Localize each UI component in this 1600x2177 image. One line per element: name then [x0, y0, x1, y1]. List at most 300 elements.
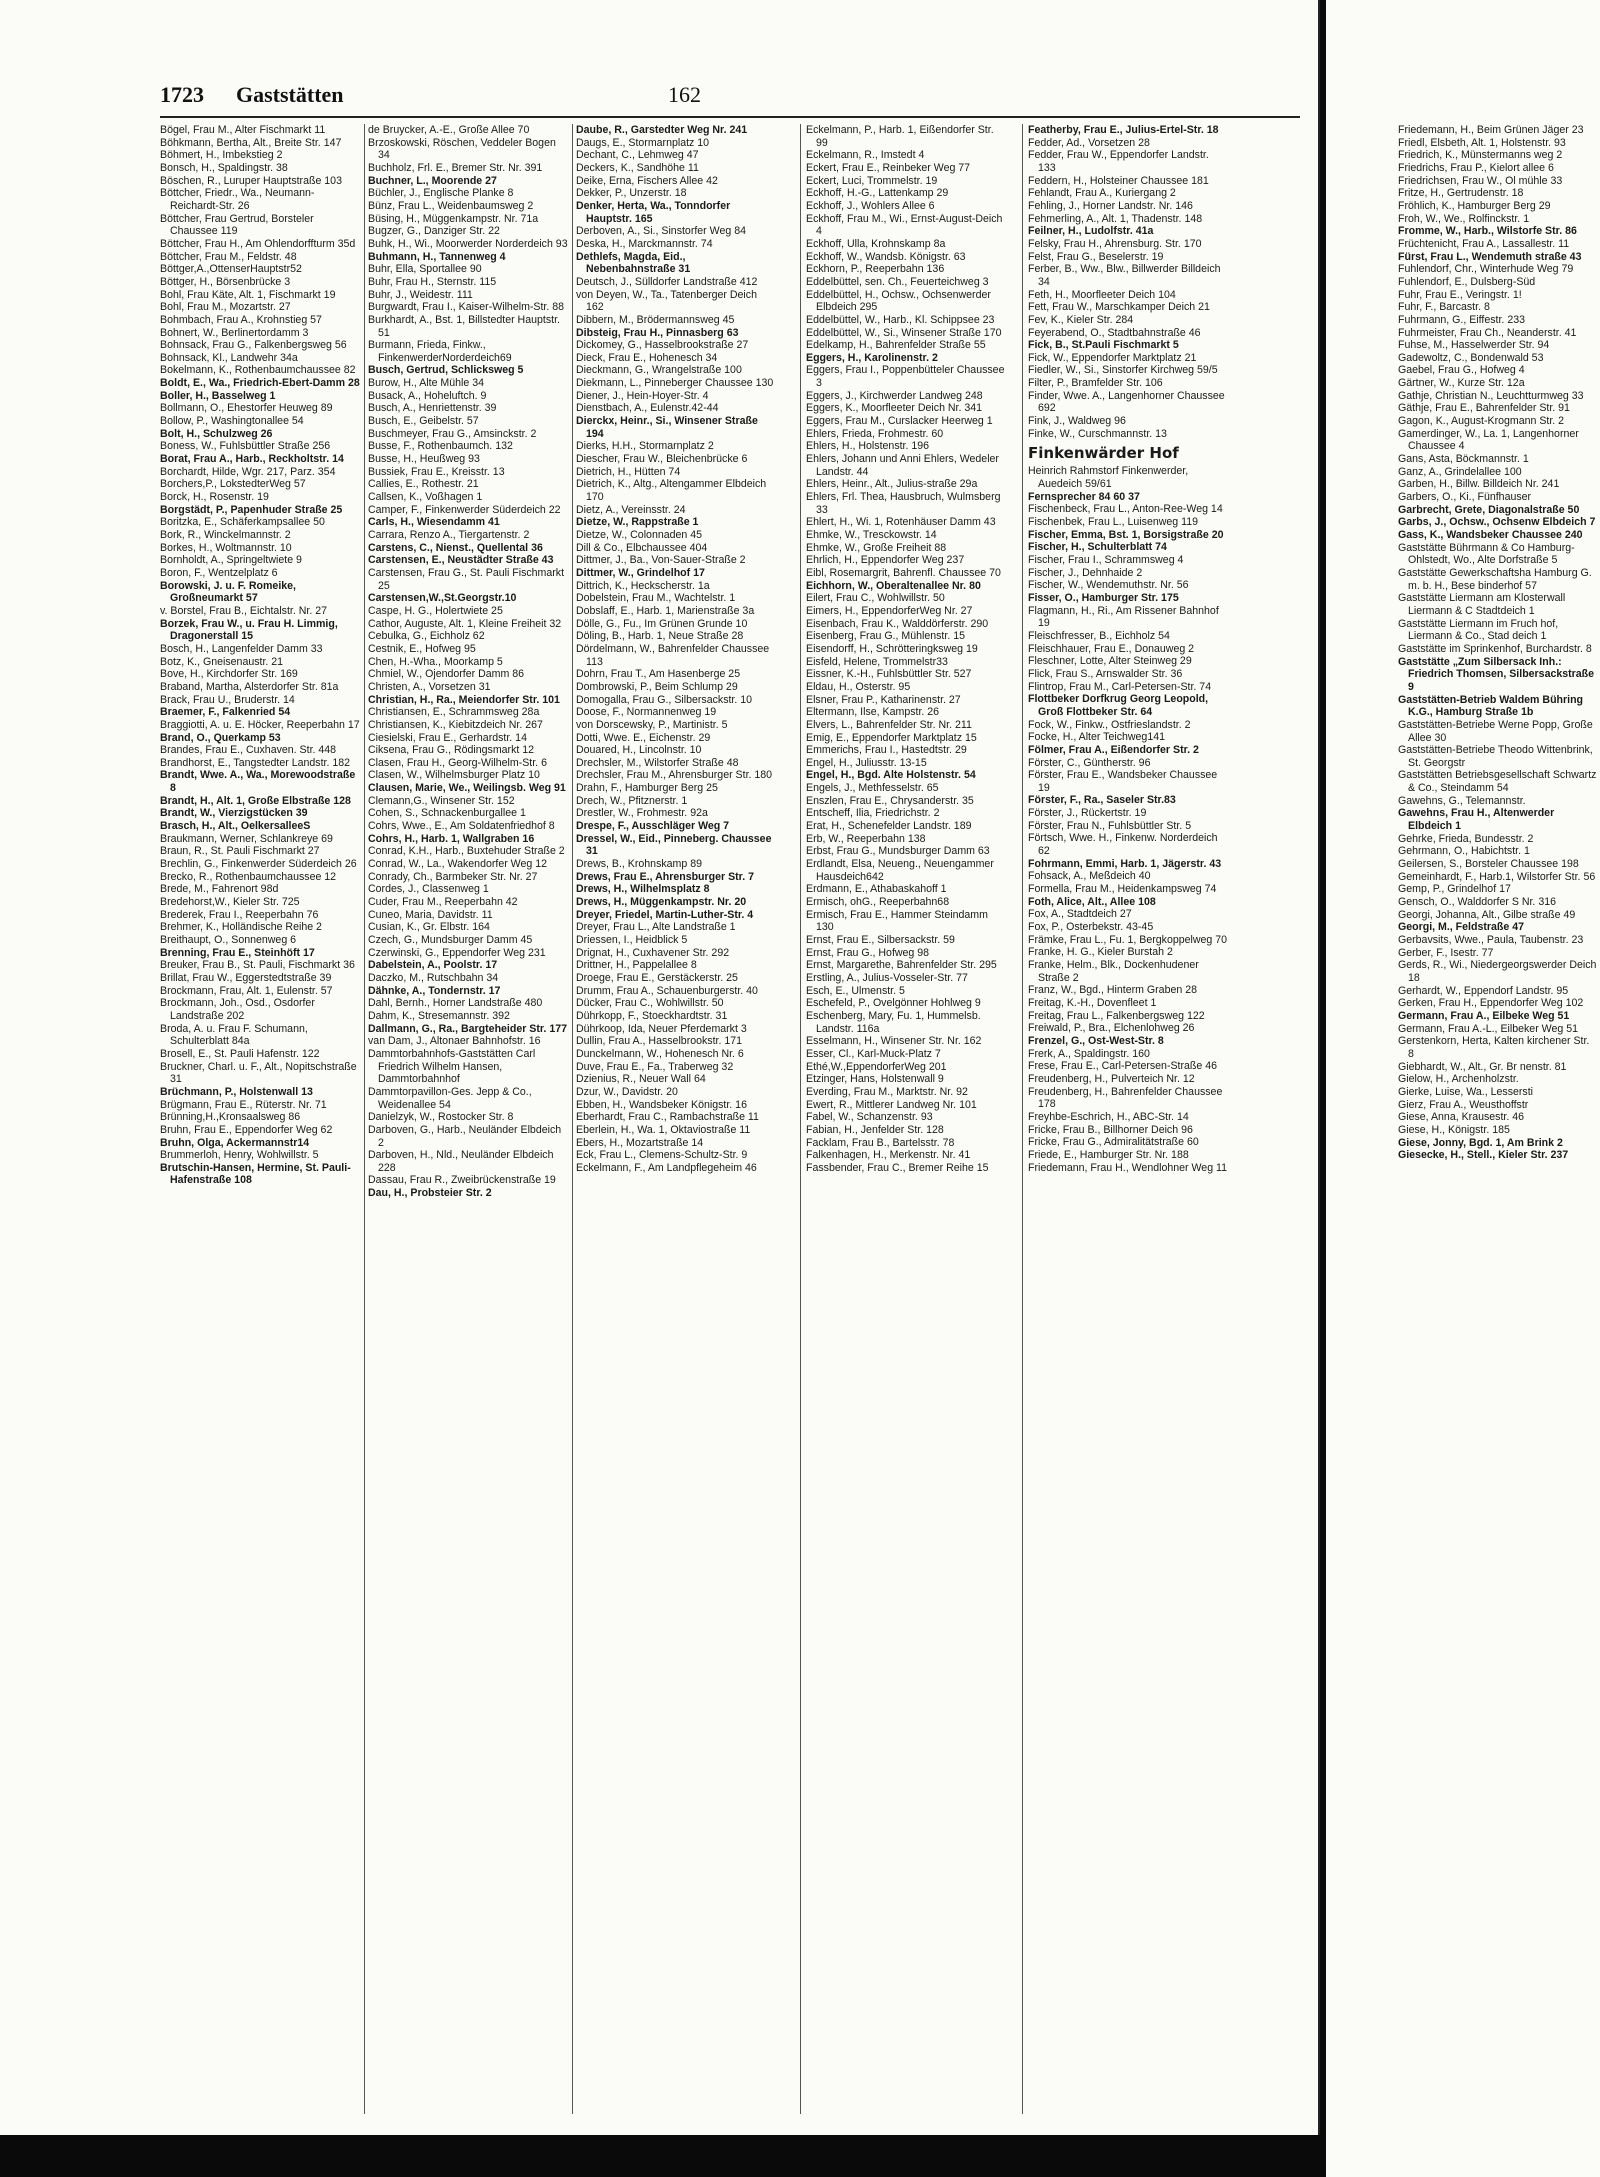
directory-entry: Busch, A., Henriettenstr. 39 — [368, 402, 497, 415]
directory-entry: Ehrlich, H., Eppendorfer Weg 237 — [806, 554, 965, 567]
directory-entry: Featherby, Frau E., Julius-Ertel-Str. 18 — [1028, 124, 1219, 136]
directory-entry: Fedder, Frau W., Eppendorfer Landstr. 133 — [1028, 149, 1209, 174]
directory-entry: Brack, Frau U., Bruderstr. 14 — [160, 693, 295, 706]
directory-entry: Dührkoop, Ida, Neuer Pferdemarkt 3 — [576, 1022, 747, 1035]
directory-entry: Giese, Jonny, Bgd. 1, Am Brink 2 — [1398, 1136, 1563, 1149]
directory-entry: Bollmann, O., Ehestorfer Heuweg 89 — [160, 402, 333, 415]
directory-entry: Büsing, H., Müggenkampstr. Nr. 71a — [368, 212, 539, 225]
directory-entry: Droege, Frau E., Gerstäckerstr. 25 — [576, 971, 738, 984]
directory-entry: Friedl, Elsbeth, Alt. 1, Holstenstr. 93 — [1398, 136, 1566, 149]
directory-entry: Eckhoff, Ulla, Krohnskamp 8a — [806, 237, 946, 250]
directory-entry: Eisendorff, H., Schrötteringksweg 19 — [806, 642, 978, 655]
directory-entry: Brockmann, Joh., Osd., Osdorfer Landstraße 202 — [160, 997, 315, 1022]
directory-entry: Gemeinhardt, F., Harb.1, Wilstorfer Str. 56 — [1398, 870, 1596, 883]
directory-entry: Christiansen, E., Schrammsweg 28a — [368, 706, 540, 719]
directory-entry: Bokelmann, K., Rothenbaumchaussee 82 — [160, 364, 356, 377]
directory-entry: Boron, F., Wentzelplatz 6 — [160, 566, 278, 579]
directory-entry: Bohmbach, Frau A., Krohnstieg 57 — [160, 313, 322, 326]
directory-entry: Fricke, Frau B., Billhorner Deich 96 — [1028, 1123, 1193, 1136]
directory-entry: Fox, A., Stadtdeich 27 — [1028, 908, 1132, 921]
directory-column-2 — [368, 124, 568, 2114]
directory-column-1 — [160, 124, 360, 2114]
directory-entry: Braband, Martha, Alsterdorfer Str. 81a — [160, 680, 339, 693]
directory-entry: Dammtorpavillon-Ges. Jepp & Co., Weidenallee 54 — [368, 1085, 532, 1111]
directory-entry: Bohl, Frau M., Mozartstr. 27 — [160, 301, 291, 314]
directory-entry: Drespe, F., Ausschläger Weg 7 — [576, 820, 730, 833]
directory-entry: Förster, Frau E., Wandsbeker Chaussee 19 — [1028, 769, 1218, 794]
directory-entry: Förster, F., Ra., Saseler Str.83 — [1028, 794, 1176, 807]
directory-entry: Felst, Frau G., Beselerstr. 19 — [1028, 250, 1164, 263]
directory-entry: Carrara, Renzo A., Tiergartenstr. 2 — [368, 529, 530, 541]
directory-entry: Cathor, Auguste, Alt. 1, Kleine Freiheit 32 — [368, 617, 562, 630]
directory-entry: Georgi, M., Feldstraße 47 — [1398, 921, 1524, 934]
directory-entry: Fehlandt, Frau A., Kuriergang 2 — [1028, 187, 1176, 200]
directory-entry: Gaststätte Liermann im Fruch hof, Liermann & Co., Stad deich 1 — [1398, 617, 1559, 643]
directory-entry: Fisser, O., Hamburger Str. 175 — [1028, 591, 1179, 604]
directory-entry: Edelkamp, H., Bahrenfelder Straße 55 — [806, 339, 986, 352]
directory-entry: Eck, Frau L., Clemens-Schultz-Str. 9 — [576, 1149, 748, 1162]
directory-entry: Gaebel, Frau G., Hofweg 4 — [1398, 364, 1525, 377]
directory-entry: Fick, B., St.Pauli Fischmarkt 5 — [1028, 339, 1179, 352]
directory-entry: Eckelmann, P., Harb. 1, Eißendorfer Str. 99 — [806, 124, 994, 149]
directory-entry: Deckers, K., Sandhöhe 11 — [576, 161, 699, 174]
directory-entry: Germann, Frau A.-L., Eilbeker Weg 51 — [1398, 1022, 1578, 1035]
directory-entry: Dietrich, K., Altg., Altengammer Elbdeich 170 — [576, 478, 767, 504]
directory-entry: Eisfeld, Helene, Trommelstr33 — [806, 655, 948, 668]
directory-entry: Borgstädt, P., Papenhuder Straße 25 — [160, 503, 343, 516]
directory-entry: Ethé,W.,EppendorferWeg 201 — [806, 1060, 947, 1073]
directory-entry: Brechlin, G., Finkenwerder Süderdeich 26 — [160, 858, 357, 871]
directory-entry: Feddern, H., Holsteiner Chaussee 181 — [1028, 174, 1209, 187]
directory-entry: Bögel, Frau M., Alter Fischmarkt 11 — [160, 124, 326, 136]
directory-entry: Focke, H., Alter Teichweg141 — [1028, 731, 1166, 744]
directory-entry: Fröhlich, K., Hamburger Berg 29 — [1398, 199, 1551, 212]
directory-entry: Böhkmann, Bertha, Alt., Breite Str. 147 — [160, 136, 342, 149]
directory-entry: Foth, Alice, Alt., Allee 108 — [1028, 895, 1156, 908]
directory-entry: Främke, Frau L., Fu. 1, Bergkoppelweg 70 — [1028, 933, 1228, 946]
directory-entry: Busch, Gertrud, Schlicksweg 5 — [368, 364, 524, 377]
directory-entry: Caspe, H. G., Holertwiete 25 — [368, 604, 503, 617]
directory-entry: Buhr, J., Weidestr. 111 — [368, 288, 473, 301]
directory-entry: Douared, H., Lincolnstr. 10 — [576, 744, 702, 757]
directory-entry: Eschefeld, P., Ovelgönner Hohlweg 9 — [806, 997, 981, 1010]
directory-entry: Bonsch, H., Spaldingstr. 38 — [160, 161, 288, 174]
directory-entry: Eddelbüttel, sen. Ch., Feuerteichweg 3 — [806, 275, 989, 288]
directory-entry: Dittmer, W., Grindelhof 17 — [576, 566, 705, 579]
directory-entry: Ciesielski, Frau E., Gerhardstr. 14 — [368, 731, 527, 744]
directory-entry: Eichhorn, W., Oberaltenallee Nr. 80 — [806, 579, 981, 592]
directory-entry: Fock, W., Finkw., Ostfrieslandstr. 2 — [1028, 718, 1191, 731]
directory-column-4 — [806, 124, 1006, 2114]
directory-entry: Borck, H., Rosenstr. 19 — [160, 491, 269, 504]
directory-entry: Förtsch, Wwe. H., Finkenw. Norderdeich 62 — [1028, 832, 1218, 858]
directory-entry: Gerds, R., Wi., Niedergeorgswerder Deich 18 — [1398, 959, 1597, 984]
directory-entry: Eggers, H., Karolinenstr. 2 — [806, 351, 938, 364]
directory-entry: Callsen, K., Voßhagen 1 — [368, 491, 483, 504]
directory-entry: Giebhardt, W., Alt., Gr. Br nenstr. 81 — [1398, 1060, 1567, 1073]
directory-entry: Brecko, R., Rothenbaumchaussee 12 — [160, 870, 337, 883]
directory-entry: Ebers, H., Mozartstraße 14 — [576, 1136, 704, 1149]
directory-entry: Gamerdinger, W., La. 1, Langenhorner Chaussee 4 — [1398, 427, 1579, 453]
directory-entry: Bollow, P., Washingtonallee 54 — [160, 415, 304, 428]
directory-entry: Ernst, Margarethe, Bahrenfelder Str. 295 — [806, 959, 997, 972]
directory-entry: Eckhoff, H.-G., Lattenkamp 29 — [806, 187, 949, 200]
directory-entry: Flagmann, H., Ri., Am Rissener Bahnhof 19 — [1028, 604, 1219, 630]
directory-entry: Burow, H., Alte Mühle 34 — [368, 377, 485, 390]
directory-entry: Brillat, Frau W., Eggerstedtstraße 39 — [160, 971, 332, 984]
directory-entry: Breuker, Frau B., St. Pauli, Fischmarkt 36 — [160, 959, 355, 972]
directory-entry: Callies, E., Rothestr. 21 — [368, 478, 479, 491]
directory-entry: Böttcher, Friedr., Wa., Neumann-Reichardt-Str. 26 — [160, 187, 315, 212]
directory-entry: Cusian, K., Gr. Elbstr. 164 — [368, 921, 490, 934]
directory-entry: von Dorscewsky, P., Martinistr. 5 — [576, 718, 728, 731]
directory-entry: Gawehns, G., Telemannstr. — [1398, 794, 1526, 807]
directory-entry: Clemann,G., Winsener Str. 152 — [368, 794, 515, 807]
directory-entry: Bruhn, Olga, Ackermannstr14 — [160, 1136, 310, 1149]
directory-entry: Franke, Helm., Blk., Dockenhudener Straße 2 — [1028, 959, 1199, 984]
directory-entry: Cuneo, Maria, Davidstr. 11 — [368, 908, 493, 921]
directory-entry: Finke, W., Curschmannstr. 13 — [1028, 427, 1167, 440]
directory-entry: Gagon, K., August-Krogmann Str. 2 — [1398, 415, 1565, 428]
directory-entry: Braun, R., St. Pauli Fischmarkt 27 — [160, 845, 320, 858]
directory-entry: Enszlen, Frau E., Chrysanderstr. 35 — [806, 794, 974, 807]
directory-entry: Buhr, Ella, Sportallee 90 — [368, 263, 482, 276]
directory-entry: von Deyen, W., Ta., Tatenberger Deich 162 — [576, 288, 757, 314]
directory-entry: Böttcher, Frau M., Feldstr. 48 — [160, 250, 297, 263]
directory-entry: Brandt, W., Vierzigstücken 39 — [160, 807, 308, 820]
directory-entry: Dekker, P., Unzerstr. 18 — [576, 187, 687, 200]
directory-entry: Fleischhauer, Frau E., Donauweg 2 — [1028, 642, 1195, 655]
directory-entry: Elsner, Frau P., Katharinenstr. 27 — [806, 693, 961, 706]
directory-entry: Bohnsack, Frau G., Falkenbergsweg 56 — [160, 339, 347, 352]
directory-entry: Eckert, Frau E., Reinbeker Weg 77 — [806, 161, 971, 174]
directory-entry: Eckhoff, Frau M., Wi., Ernst-August-Deich 4 — [806, 212, 1003, 238]
directory-entry: Engels, J., Methfesselstr. 65 — [806, 782, 939, 795]
column-divider — [572, 124, 573, 2114]
directory-entry: Fuhlendorf, Chr., Winterhude Weg 79 — [1398, 263, 1574, 276]
directory-entry: Burmann, Frieda, Finkw., FinkenwerderNorderdeich69 — [368, 339, 512, 364]
section-heading: Finkenwärder Hof — [1028, 444, 1179, 463]
directory-entry: Christiansen, K., Kiebitzdeich Nr. 267 — [368, 718, 543, 731]
directory-entry: Braemer, F., Falkenried 54 — [160, 706, 291, 719]
directory-entry: Dittrich, K., Heckscherstr. 1a — [576, 579, 710, 592]
directory-entry: Eltermann, Ilse, Kampstr. 26 — [806, 706, 940, 719]
directory-entry: Brzoskowski, Röschen, Veddeler Bogen 34 — [368, 136, 556, 162]
directory-entry: Dreyer, Frau L., Alte Landstraße 1 — [576, 921, 736, 934]
directory-entry: Frerk, A., Spaldingstr. 160 — [1028, 1047, 1150, 1060]
directory-entry: Busch, E., Geibelstr. 57 — [368, 415, 479, 428]
directory-entry: Gerhardt, W., Eppendorf Landstr. 95 — [1398, 984, 1569, 997]
directory-entry: Feth, H., Moorfleeter Deich 104 — [1028, 288, 1176, 301]
directory-entry: Diescher, Frau W., Bleichenbrücke 6 — [576, 453, 748, 466]
directory-entry: Finder, Wwe. A., Langenhorner Chaussee 692 — [1028, 389, 1225, 415]
next-page-fragment — [1326, 0, 1600, 2177]
directory-entry: Diekmann, L., Pinneberger Chaussee 130 — [576, 377, 774, 390]
directory-entry: Dietze, W., Rappstraße 1 — [576, 516, 699, 529]
directory-entry: Friede, E., Hamburger Str. Nr. 188 — [1028, 1148, 1189, 1161]
directory-entry: Freitag, K.-H., Dovenfleet 1 — [1028, 996, 1157, 1009]
directory-entry: Doose, F., Normannenweg 19 — [576, 706, 717, 719]
directory-entry: Driessen, I., Heidblick 5 — [576, 934, 688, 946]
directory-entry: Cuder, Frau M., Reeperbahn 42 — [368, 896, 518, 909]
directory-entry: Dücker, Frau C., Wohlwillstr. 50 — [576, 997, 724, 1010]
directory-entry: Borkes, H., Woltmannstr. 10 — [160, 541, 292, 554]
directory-entry: Friedemann, H., Beim Grünen Jäger 23 — [1398, 124, 1584, 136]
directory-entry: Dressel, W., Eid., Pinneberg. Chaussee 31 — [576, 832, 772, 858]
directory-entry: Conrad, W., La., Wakendorfer Weg 12 — [368, 858, 548, 871]
directory-entry: Drews, B., Krohnskamp 89 — [576, 858, 702, 871]
directory-entry: Fiedler, W., Si., Sinstorfer Kirchweg 59/5 — [1028, 364, 1218, 377]
directory-entry: Borchardt, Hilde, Wgr. 217, Parz. 354 — [160, 465, 336, 478]
directory-entry: Bünz, Frau L., Weidenbaumsweg 2 — [368, 199, 534, 212]
column-divider — [800, 124, 801, 2114]
directory-entry: Gathje, Christian N., Leuchtturmweg 33 — [1398, 389, 1584, 402]
directory-entry: Ebben, H., Wandsbeker Königstr. 16 — [576, 1098, 747, 1111]
directory-entry: Dreyer, Friedel, Martin-Luther-Str. 4 — [576, 908, 754, 921]
directory-entry: Dammtorbahnhofs-Gaststätten Carl Friedrich Wilhelm Hansen, Dammtorbahnhof — [368, 1047, 536, 1086]
directory-entry: Frenzel, G., Ost-West-Str. 8 — [1028, 1034, 1164, 1047]
directory-entry: Förster, Frau N., Fuhlsbüttler Str. 5 — [1028, 819, 1192, 832]
directory-entry: Cestnik, E., Hofweg 95 — [368, 642, 476, 655]
directory-entry: Duve, Frau E., Fa., Traberweg 32 — [576, 1060, 734, 1073]
directory-entry: Eberlein, H., Wa. 1, Oktaviostraße 11 — [576, 1123, 751, 1136]
directory-entry: Fischer, Frau I., Schrammsweg 4 — [1028, 554, 1184, 566]
directory-entry: Eckelmann, F., Am Landpflegeheim 46 — [576, 1161, 757, 1174]
directory-entry: Drumm, Frau A., Schauenburgerstr. 40 — [576, 984, 758, 997]
directory-entry: Dieckmann, G., Wrangelstraße 100 — [576, 364, 742, 377]
directory-entry: Emmerichs, Frau I., Hastedtstr. 29 — [806, 744, 967, 757]
directory-entry: Böschen, R., Luruper Hauptstraße 103 — [160, 174, 342, 187]
directory-entry: Fleschner, Lotte, Alter Steinweg 29 — [1028, 655, 1192, 668]
directory-entry: Denker, Herta, Wa., Tonndorfer Hauptstr. 165 — [576, 199, 731, 225]
directory-entry: Dombrowski, P., Beim Schlump 29 — [576, 680, 738, 693]
directory-entry: Fehling, J., Horner Landstr. Nr. 146 — [1028, 199, 1193, 212]
directory-entry: Gaststätten Betriebsgesellschaft Schwartz & Co., Steindamm 54 — [1398, 769, 1597, 795]
directory-entry: Brutschin-Hansen, Hermine, St. Pauli-Hafenstraße 108 — [160, 1161, 351, 1187]
directory-entry: Förster, J., Rückertstr. 19 — [1028, 807, 1147, 820]
directory-entry: Elvers, L., Bahrenfelder Str. Nr. 211 — [806, 718, 972, 731]
directory-entry: Böhmert, H., Imbekstieg 2 — [160, 149, 283, 162]
directory-entry: Fürst, Frau L., Wendemuth straße 43 — [1398, 250, 1582, 263]
directory-entry: Fink, J., Waldweg 96 — [1028, 415, 1126, 428]
directory-entry: Bolt, H., Schulzweg 26 — [160, 427, 273, 440]
directory-entry: Brandhorst, E., Tangstedter Landstr. 182 — [160, 756, 351, 769]
directory-entry: Froh, W., We., Rolfinckstr. 1 — [1398, 212, 1530, 225]
directory-entry: Daugs, E., Stormarnplatz 10 — [576, 136, 710, 149]
directory-entry: Ewert, R., Mittlerer Landweg Nr. 101 — [806, 1098, 977, 1111]
directory-entry: Gaststätte Bührmann & Co Hamburg-Ohlstedt, Wo., Alte Dorfstraße 5 — [1398, 541, 1575, 567]
directory-entry: Deska, H., Marckmannstr. 74 — [576, 237, 713, 250]
directory-entry: Bruckner, Charl. u. F., Alt., Nopitschstraße 31 — [160, 1060, 357, 1086]
directory-entry: Botz, K., Gneisenaustr. 21 — [160, 655, 284, 668]
directory-entry: Dotti, Wwe. E., Eichenstr. 29 — [576, 731, 711, 744]
directory-entry: Flintrop, Frau M., Carl-Petersen-Str. 74 — [1028, 680, 1212, 693]
directory-entry: Breithaupt, O., Sonnenweg 6 — [160, 934, 297, 946]
directory-entry: Darboven, H., Nld., Neuländer Elbdeich 228 — [368, 1149, 554, 1174]
directory-entry: Fassbender, Frau C., Bremer Reihe 15 — [806, 1161, 989, 1174]
directory-entry: Busse, H., Heußweg 93 — [368, 453, 480, 466]
directory-entry: Bugzer, G., Danziger Str. 22 — [368, 225, 500, 238]
directory-entry: Böttcher, Frau H., Am Ohlendorffturm 35d — [160, 237, 356, 250]
directory-entry: Gierz, Frau A., Weusthoffstr — [1398, 1098, 1529, 1111]
directory-entry: Burkhardt, A., Bst. 1, Billstedter Hauptstr. 51 — [368, 313, 560, 339]
directory-entry: Eckelmann, R., Imstedt 4 — [806, 149, 925, 162]
directory-entry: Ermisch, Frau E., Hammer Steindamm 130 — [806, 908, 988, 934]
directory-entry: Giese, Anna, Krausestr. 46 — [1398, 1111, 1525, 1124]
header-rule — [160, 116, 1300, 118]
directory-entry: Boritzka, E., Schäferkampsallee 50 — [160, 516, 325, 529]
directory-entry: Emig, E., Eppendorfer Marktplatz 15 — [806, 731, 977, 744]
directory-entry: Dittmer, J., Ba., Von-Sauer-Straße 2 — [576, 554, 746, 567]
directory-entry: Gehrmann, O., Habichtstr. 1 — [1398, 845, 1530, 858]
directory-entry: Erat, H., Schenefelder Landstr. 189 — [806, 820, 972, 833]
directory-column-5 — [1028, 124, 1228, 2114]
directory-entry: Bork, R., Winckelmannstr. 2 — [160, 529, 291, 541]
directory-entry: Eckhoff, J., Wohlers Allee 6 — [806, 199, 935, 212]
directory-entry: Brandes, Frau E., Cuxhaven. Str. 448 — [160, 744, 337, 757]
directory-entry: Dieck, Frau E., Hohenesch 34 — [576, 351, 718, 364]
section-title: Gaststätten — [236, 82, 344, 107]
directory-entry: Ehmke, W., Große Freiheit 88 — [806, 541, 947, 554]
directory-entry: Esselmann, H., Winsener Str. Nr. 162 — [806, 1035, 982, 1048]
directory-entry: Fuhr, F., Barcastr. 8 — [1398, 301, 1490, 314]
directory-entry: Esser, Cl., Karl-Muck-Platz 7 — [806, 1047, 941, 1060]
directory-entry: Ferber, B., Ww., Blw., Billwerder Billdeich 34 — [1028, 263, 1221, 288]
directory-entry: Buchner, L., Moorende 27 — [368, 174, 497, 187]
directory-entry: Dallmann, G., Ra., Bargteheider Str. 177 — [368, 1022, 567, 1035]
directory-entry: Christen, A., Vorsetzen 31 — [368, 680, 491, 693]
directory-entry: Drews, H., Wilhelmsplatz 8 — [576, 883, 710, 896]
directory-entry: Flottbeker Dorfkrug Georg Leopold, Groß Flottbeker Str. 64 — [1028, 693, 1209, 718]
directory-entry: Buhk, H., Wi., Moorwerder Norderdeich 93 — [368, 237, 568, 250]
directory-entry: Ehmke, W., Tresckowstr. 14 — [806, 529, 937, 541]
directory-entry: Geilersen, S., Borsteler Chaussee 198 — [1398, 858, 1579, 871]
directory-entry: Dietz, A., Vereinsstr. 24 — [576, 503, 686, 516]
directory-entry: Dölle, G., Fu., Im Grünen Grunde 10 — [576, 617, 748, 630]
directory-entry: Diener, J., Hein-Hoyer-Str. 4 — [576, 389, 709, 402]
directory-entry: Gaststätten-Betriebe Theodo Wittenbrink, St. Georgstr — [1398, 744, 1593, 769]
directory-entry: v. Borstel, Frau B., Eichtalstr. Nr. 27 — [160, 604, 328, 617]
directory-entry: Dührkopp, F., Stoeckhardtstr. 31 — [576, 1009, 728, 1022]
directory-entry: Fev, K., Kieler Str. 284 — [1028, 313, 1134, 326]
directory-entry: Eilert, Frau C., Wohlwillstr. 50 — [806, 592, 945, 605]
directory-entry: Esch, E., Ulmenstr. 5 — [806, 984, 905, 997]
directory-entry: Eggers, Frau M., Curslacker Heerweg 1 — [806, 415, 993, 428]
directory-entry: Dibsteig, Frau H., Pinnasberg 63 — [576, 326, 739, 339]
directory-entry: Garbrecht, Grete, Diagonalstraße 50 — [1398, 503, 1580, 516]
directory-entry: Falkenhagen, H., Merkenstr. Nr. 41 — [806, 1149, 971, 1162]
directory-entry: Bohl, Frau Käte, Alt. 1, Fischmarkt 19 — [160, 288, 336, 301]
directory-entry: Carstensen,W.,St.Georgstr.10 — [368, 592, 517, 605]
directory-entry: Brandt, Wwe. A., Wa., Morewoodstraße 8 — [160, 769, 356, 795]
directory-entry: Dähnke, A., Tondernstr. 17 — [368, 984, 501, 997]
page-header — [160, 82, 1300, 112]
directory-entry: Carstensen, E., Neustädter Straße 43 — [368, 554, 554, 567]
directory-entry: Cohrs, Wwe., E., Am Soldatenfriedhof 8 — [368, 820, 555, 833]
directory-entry: Cohen, S., Schnackenburgallee 1 — [368, 807, 526, 820]
directory-entry: Cordes, J., Classenweg 1 — [368, 883, 489, 896]
directory-entry: Giesecke, H., Stell., Kieler Str. 237 — [1398, 1149, 1569, 1162]
directory-entry: Garbs, J., Ochsw., Ochsenw Elbdeich 7 — [1398, 516, 1596, 529]
directory-entry: Eisenberg, Frau G., Mühlenstr. 15 — [806, 630, 965, 643]
directory-column-3 — [576, 124, 776, 2114]
directory-entry: Gielow, H., Archenholzstr. — [1398, 1073, 1519, 1086]
directory-entry: Eckert, Luci, Trommelstr. 19 — [806, 174, 938, 187]
directory-entry: Erbst, Frau G., Mundsburger Damm 63 — [806, 845, 990, 858]
directory-entry: Borat, Frau A., Harb., Reckholtstr. 14 — [160, 453, 344, 466]
directory-entry: Fehmerling, A., Alt. 1, Thadenstr. 148 — [1028, 212, 1203, 225]
directory-entry: Gerbavsits, Wwe., Paula, Taubenstr. 23 — [1398, 934, 1584, 946]
directory-entry: Drechsler, M., Wilstorfer Straße 48 — [576, 756, 739, 769]
directory-entry: Eggers, Frau I., Poppenbütteler Chaussee 3 — [806, 364, 1005, 390]
directory-entry: Czerwinski, G., Eppendorfer Weg 231 — [368, 946, 546, 959]
directory-entry: Friedemann, Frau H., Wendlohner Weg 11 — [1028, 1161, 1228, 1174]
directory-entry: Brüchmann, P., Holstenwall 13 — [160, 1085, 313, 1098]
directory-entry: Eddelbüttel, W., Si., Winsener Straße 170 — [806, 326, 1002, 339]
directory-entry: Eisenbach, Frau K., Walddörferstr. 290 — [806, 617, 989, 630]
directory-entry: Fricke, Frau G., Admiralitätstraße 60 — [1028, 1136, 1199, 1149]
directory-entry: Dietze, W., Colonnaden 45 — [576, 529, 703, 541]
directory-entry: Gärtner, W., Kurze Str. 12a — [1398, 377, 1525, 390]
directory-entry: Friedrichs, Frau P., Kielort allee 6 — [1398, 161, 1554, 174]
directory-entry: Dienstbach, A., Eulenstr.42-44 — [576, 402, 719, 415]
directory-entry: Carstens, C., Nienst., Quellental 36 — [368, 541, 543, 554]
directory-entry: Ehlers, Heinr., Alt., Julius-straße 29a — [806, 478, 978, 491]
directory-entry: Dunckelmann, W., Hohenesch Nr. 6 — [576, 1047, 744, 1060]
directory-entry: Daczko, M., Rutschbahn 34 — [368, 971, 499, 984]
directory-entry: Chen, H.-Wha., Moorkamp 5 — [368, 655, 503, 668]
directory-column-partial — [1398, 124, 1598, 2164]
directory-entry: van Dam, J., Altonaer Bahnhofstr. 16 — [368, 1035, 541, 1048]
directory-entry: Fischer, H., Schulterblatt 74 — [1028, 541, 1167, 554]
directory-entry: Gaststätten-Betrieb Waldem Bühring K.G., Hamburg Straße 1b — [1398, 693, 1584, 719]
directory-entry: Ehlers, H., Holstenstr. 196 — [806, 440, 930, 453]
directory-entry: Gaststätte Liermann am Klosterwall Liermann & C Stadtdeich 1 — [1398, 592, 1566, 617]
directory-entry: Bohnert, W., Berlinertordamm 3 — [160, 326, 309, 339]
directory-entry: Boller, H., Basselweg 1 — [160, 389, 276, 402]
directory-entry: Ernst, Frau E., Silbersackstr. 59 — [806, 934, 955, 946]
directory-entry: Gäthje, Frau E., Bahrenfelder Str. 91 — [1398, 402, 1570, 415]
directory-entry: Gadewoltz, C., Bondenwald 53 — [1398, 351, 1544, 364]
directory-entry: Gaststätten-Betriebe Werne Popp, Große Allee 30 — [1398, 718, 1593, 744]
directory-entry: Braggiotti, A. u. E. Höcker, Reeperbahn 17 — [160, 718, 360, 731]
directory-entry: Eckhorn, P., Reeperbahn 136 — [806, 263, 945, 276]
directory-entry: Gans, Asta, Böckmannstr. 1 — [1398, 453, 1529, 466]
directory-entry: Buhmann, H., Tannenweg 4 — [368, 250, 506, 263]
sheet-number: 162 — [668, 82, 701, 107]
directory-entry: Busse, F., Rothenbaumch. 132 — [368, 440, 513, 453]
directory-entry: Fischenbek, Frau L., Luisenweg 119 — [1028, 516, 1198, 529]
directory-entry: Etzinger, Hans, Holstenwall 9 — [806, 1073, 944, 1086]
directory-entry: Gierke, Luise, Wa., Lessersti — [1398, 1085, 1534, 1098]
directory-entry: Fölmer, Frau A., Eißendorfer Str. 2 — [1028, 743, 1199, 756]
directory-entry: Georgi, Johanna, Alt., Gilbe straße 49 — [1398, 908, 1576, 921]
directory-entry: Dibbern, M., Brödermannsweg 45 — [576, 313, 735, 326]
directory-entry: Gensch, O., Walddorfer S Nr. 316 — [1398, 896, 1556, 909]
directory-entry: Clausen, Marie, We., Weilingsb. Weg 91 — [368, 782, 566, 795]
directory-entry: Borzek, Frau W., u. Frau H. Limmig, Dragonerstall 15 — [160, 617, 338, 643]
directory-entry: Drews, Frau E., Ahrensburger Str. 7 — [576, 870, 754, 883]
directory-entry: Freiwald, P., Bra., Elchenlohweg 26 — [1028, 1022, 1195, 1035]
directory-entry: Ehlers, Frieda, Frohmestr. 60 — [806, 427, 944, 440]
directory-entry: Freudenberg, H., Bahrenfelder Chaussee 178 — [1028, 1085, 1223, 1111]
directory-entry: Büchler, J., Englische Planke 8 — [368, 187, 514, 200]
directory-entry: Gawehns, Frau H., Altenwerder Elbdeich 1 — [1398, 807, 1555, 833]
directory-entry: Feyerabend, O., Stadtbahnstraße 46 — [1028, 326, 1201, 339]
directory-entry: Böttger,A.,OttenserHauptstr52 — [160, 263, 302, 276]
directory-entry: Garben, H., Billw. Billdeich Nr. 241 — [1398, 478, 1560, 491]
directory-entry: Cebulka, G., Eichholz 62 — [368, 630, 485, 643]
